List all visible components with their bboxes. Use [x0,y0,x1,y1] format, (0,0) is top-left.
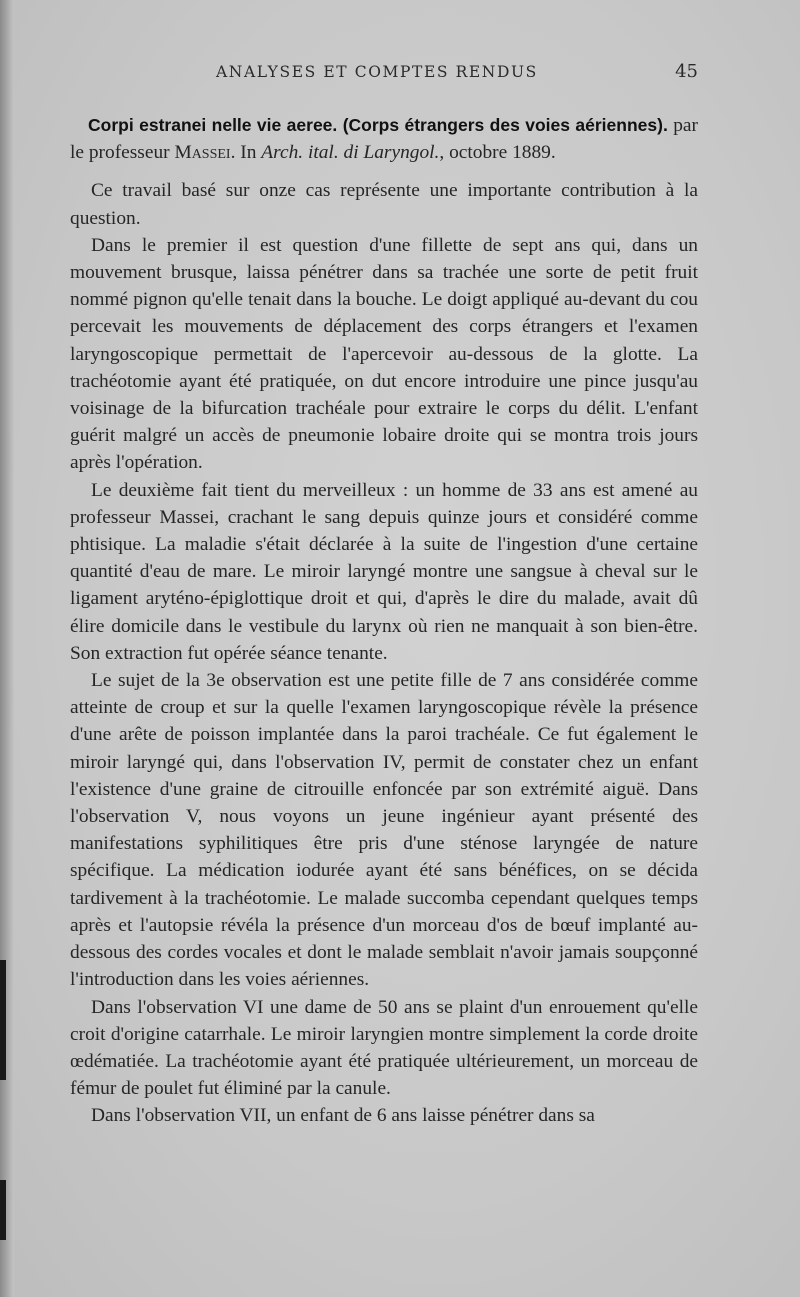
page-edge-shadow [0,0,14,1297]
entry-title: Corpi estranei nelle vie aeree. (Corps étrangers des voies aériennes). [88,115,668,135]
author-name: Massei [174,142,231,164]
paragraph: Dans l'observation VII, un enfant de 6 ans laisse pénétrer dans sa [91,1105,595,1127]
citation-mid: . In [230,142,262,164]
paragraph: Dans l'observation VI une dame de 50 ans se plaint d'un enrouement qu'elle croit d'origine catarrhale. Le miroir laryngien montre simplement la corde droite œdématiée. La trachéotomie ayant été pratiquée ultérieurement, un morceau de fémur de poulet fut éliminé par la canule. [70,996,698,1100]
page-number: 45 [675,61,698,82]
paragraph: Ce travail basé sur onze cas représente une importante contribution à la question. [70,180,698,229]
paragraph: Le deuxième fait tient du merveilleux : un homme de 33 ans est amené au professeur Massei, crachant le sang depuis quinze jours et considéré comme phtisique. La maladie s'était déclarée à la suite de l'ingestion d'une certaine quantité d'eau de mare. Le miroir laryngé montre une sangsue à cheval sur le ligament aryténo-épiglottique droit et qui, d'après le dire du malade, avait dû élire domicile dans le vestibule du larynx où rien ne manquait à son bien-être. Son extraction fut opérée séance tenante. [70,479,698,664]
journal-name: Arch. ital. di Laryngol. [261,142,440,164]
running-title: ANALYSES ET COMPTES RENDUS [216,63,538,81]
binding-mark [0,960,6,1080]
entry-heading [70,112,698,166]
binding-mark [0,1180,6,1240]
paragraph: Dans le premier il est question d'une fillette de sept ans qui, dans un mouvement brusque, laissa pénétrer dans sa trachée une sorte de petit fruit nommé pignon qu'elle tenait dans la bouche. Le doigt appliqué au-devant du cou percevait les mouvements de déplacement des corps étrangers et l'examen laryngoscopique permettait de l'apercevoir au-dessous de la glotte. La trachéotomie ayant été pratiquée, on dut encore introduire une pince jusqu'au voisinage de la bifurcation trachéale pour extraire le corps du délit. L'enfant guérit malgré un accès de pneumonie lobaire droite qui se montra trois jours après l'opération. [70,234,698,474]
citation-prefix: par le professeur [70,115,698,164]
paragraph: Le sujet de la 3e observation est une petite fille de 7 ans considérée comme atteinte de croup et sur la quelle l'examen laryngoscopique révèle la présence d'une arête de poisson implantée dans la paroi trachéale. Ce fut également le miroir laryngé qui, dans l'observation IV, permit de constater chez un enfant l'existence d'une graine de citrouille enfoncée par son extrémité aiguë. Dans l'observation V, nous voyons un jeune ingénieur ayant présenté des manifestations syphilitiques être pris d'une sténose laryngée de nature spécifique. La médication iodurée ayant été sans bénéfices, on se décida tardivement à la trachéotomie. Le malade succomba cependant quelques temps après et l'autopsie révéla la présence d'un morceau d'os de bœuf implanté au-dessous des cordes vocales et dont le malade semblait n'avoir jamais soupçonné l'introduction dans les voies aériennes. [70,670,698,991]
citation-suffix: , octobre 1889. [439,142,556,164]
running-head [88,63,698,87]
article-body [70,112,698,1130]
